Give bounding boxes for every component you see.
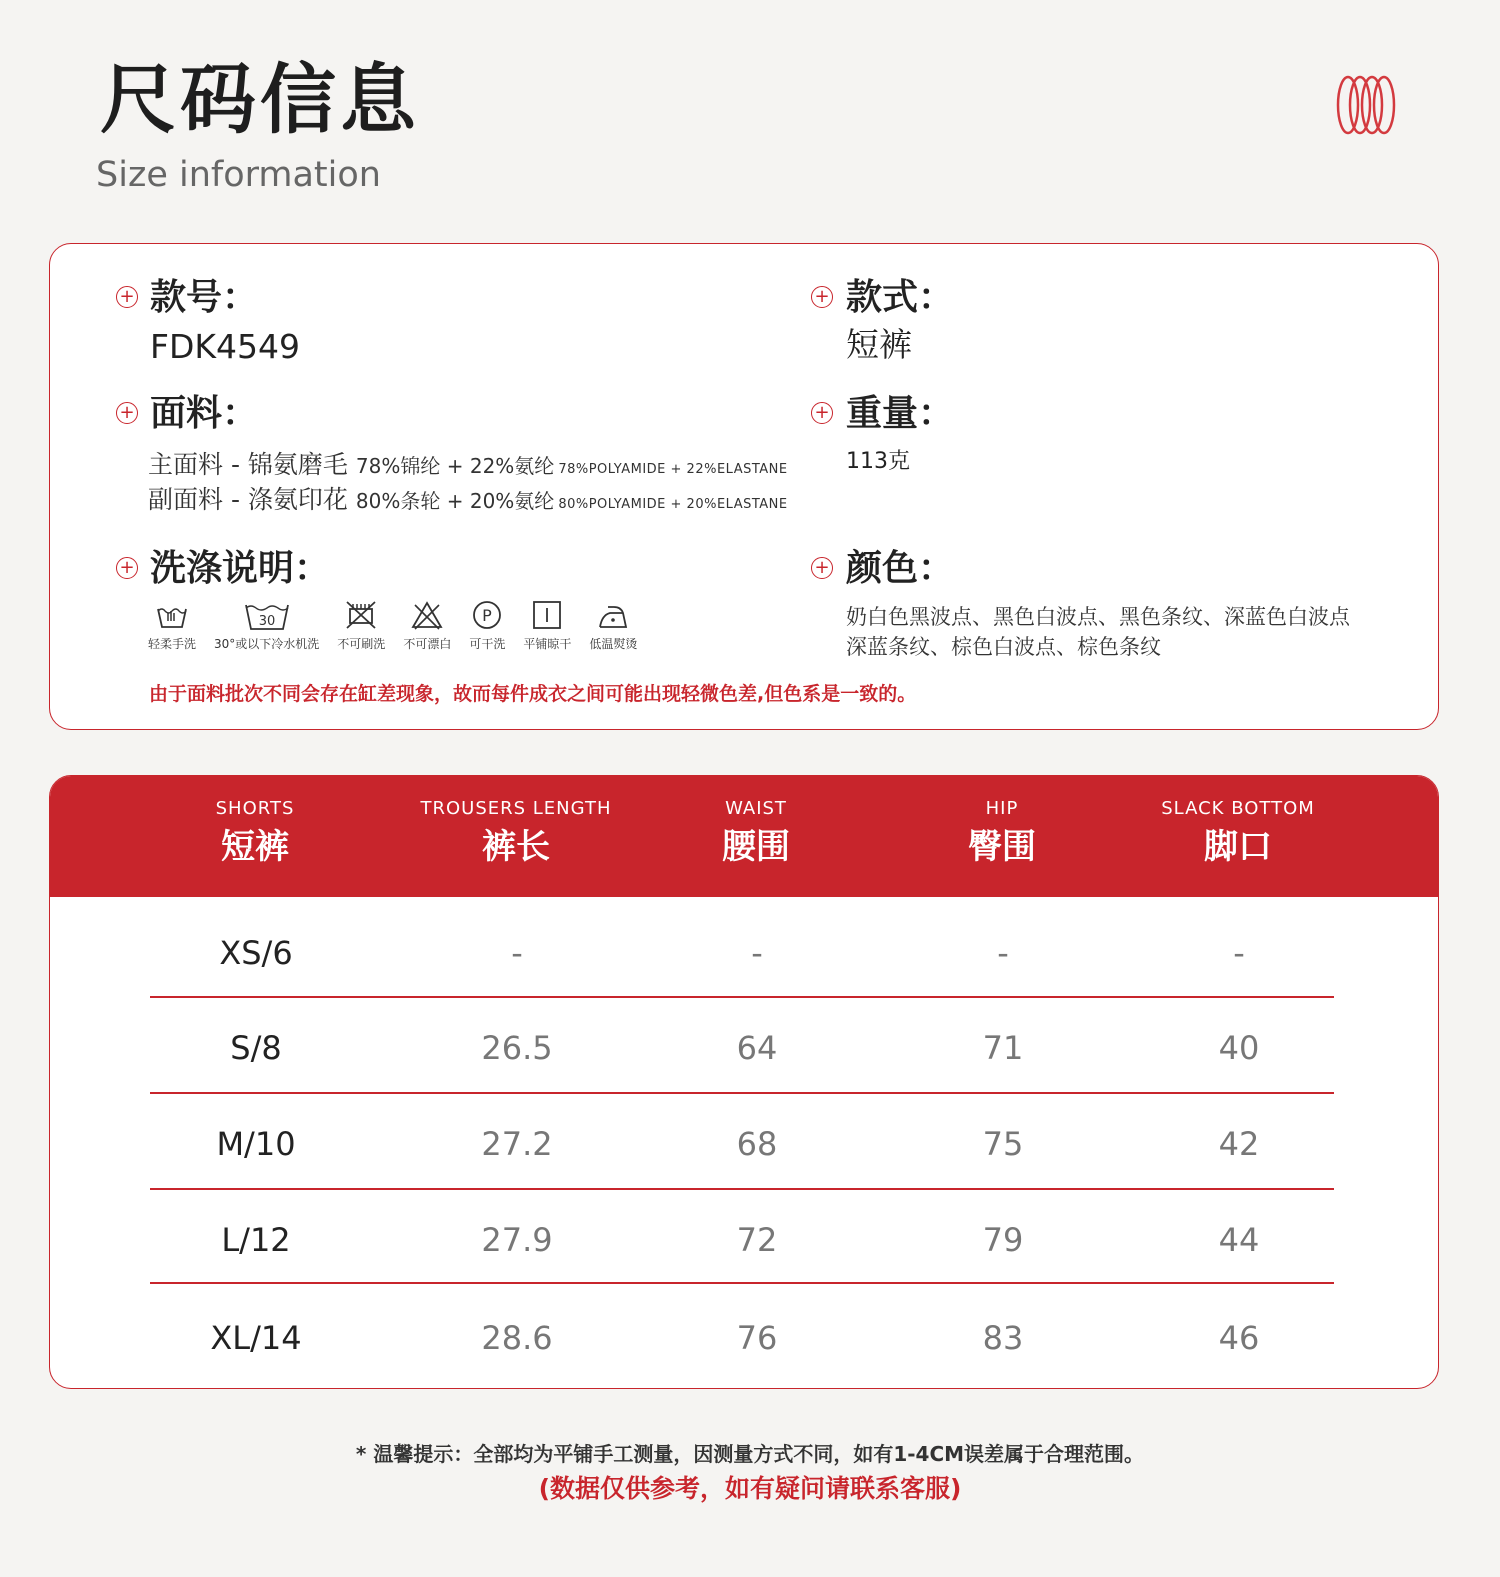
fabric-line-main [148, 452, 788, 477]
color-list-line: 奶白色黑波点、黑色白波点、黑色条纹、深蓝色白波点 [846, 605, 1350, 629]
measurement-cell: - [1233, 934, 1245, 972]
column-header-zh: 腰围 [722, 827, 790, 867]
style-no-value: FDK4549 [150, 327, 301, 366]
measurement-cell: - [751, 934, 763, 972]
size-table [49, 775, 1439, 1389]
size-label-cell: XL/14 [210, 1319, 302, 1357]
measurement-cell: 27.9 [481, 1221, 553, 1259]
column-header-en: HIP [985, 798, 1019, 819]
plus-circle-icon: + [116, 402, 138, 424]
reference-disclaimer: (数据仅供参考，如有疑问请联系客服) [538, 1474, 962, 1503]
care-icons [148, 599, 655, 652]
machine-wash-30-icon [243, 599, 291, 631]
column-header-bottom [1108, 798, 1368, 867]
measurement-cell: 68 [736, 1125, 778, 1163]
care-item-label: 不可刷洗 [337, 637, 386, 651]
fabric-secondary-eng: 80%POLYAMIDE + 20%ELASTANE [558, 497, 788, 512]
plus-circle-icon: + [116, 557, 138, 579]
size-label-cell: XS/6 [219, 934, 293, 972]
measurement-cell: 76 [736, 1319, 778, 1357]
measurement-cell: 64 [736, 1029, 778, 1067]
care-item [214, 599, 319, 652]
table-row [150, 1094, 1334, 1190]
care-label: 洗涤说明： [150, 548, 331, 589]
measurement-cell: 46 [1218, 1319, 1260, 1357]
care-item [148, 599, 196, 652]
fabric-line-secondary [148, 487, 788, 512]
column-header-shorts [125, 798, 385, 867]
page-title: 尺码信息 [100, 55, 420, 144]
column-header-en: SLACK BOTTOM [1161, 798, 1315, 819]
plus-circle-icon: + [811, 557, 833, 579]
care-item [523, 599, 571, 652]
no-bleach-icon [410, 599, 444, 631]
fabric-main-eng: 78%POLYAMIDE + 22%ELASTANE [558, 462, 788, 477]
iron-low-icon [596, 599, 630, 631]
measurement-cell: 79 [982, 1221, 1024, 1259]
weight-value: 113克 [846, 449, 910, 474]
measurement-cell: 27.2 [481, 1125, 553, 1163]
fabric-main-name: 主面料 - 锦氨磨毛 [148, 450, 348, 479]
column-header-hip [872, 798, 1132, 867]
measurement-cell: - [997, 934, 1009, 972]
column-header-en: WAIST [725, 798, 787, 819]
measurement-tip: * 温馨提示：全部均为平铺手工测量，因测量方式不同，如有1-4CM误差属于合理范围。 [355, 1442, 1145, 1466]
size-table-header [50, 776, 1438, 897]
no-brush-icon [344, 599, 378, 631]
style-value: 短裤 [846, 325, 912, 364]
measurement-cell: 75 [982, 1125, 1024, 1163]
rings-logo-icon [1336, 74, 1396, 136]
page-subtitle: Size information [96, 155, 381, 195]
table-row [150, 998, 1334, 1094]
measurement-cell: 71 [982, 1029, 1024, 1067]
dry-clean-p-icon [470, 599, 504, 631]
plus-circle-icon: + [811, 286, 833, 308]
column-header-length [386, 798, 646, 867]
fabric-secondary-pct: 80%条轮 + 20%氨纶 [355, 489, 555, 513]
measurement-cell: 40 [1218, 1029, 1260, 1067]
column-header-zh: 脚口 [1204, 827, 1272, 867]
color-list-line: 深蓝条纹、棕色白波点、棕色条纹 [846, 635, 1161, 659]
care-item-label: 可干洗 [469, 637, 506, 651]
column-header-en: SHORTS [215, 798, 295, 819]
care-item-label: 不可漂白 [403, 637, 452, 651]
weight-label: 重量： [846, 393, 955, 434]
style-no-label: 款号： [150, 277, 259, 318]
wash-temp-text: 30 [258, 614, 275, 629]
style-label: 款式： [846, 277, 955, 318]
table-row [150, 1190, 1334, 1284]
column-header-zh: 臀围 [968, 827, 1036, 867]
product-info-card [49, 243, 1439, 730]
measurement-cell: 72 [736, 1221, 778, 1259]
plus-circle-icon: + [811, 402, 833, 424]
care-item-label: 30°或以下冷水机洗 [214, 637, 320, 651]
care-item-label: 低温熨烫 [589, 637, 638, 651]
table-row [150, 1284, 1334, 1389]
column-header-en: TROUSERS LENGTH [420, 798, 612, 819]
column-header-zh: 裤长 [482, 827, 550, 867]
care-item [337, 599, 385, 652]
column-header-zh: 短裤 [221, 827, 289, 867]
hand-wash-icon [155, 599, 189, 631]
care-item [589, 599, 637, 652]
measurement-cell: 44 [1218, 1221, 1260, 1259]
measurement-cell: 26.5 [481, 1029, 553, 1067]
fabric-secondary-name: 副面料 - 涤氨印花 [148, 485, 348, 514]
size-label-cell: M/10 [216, 1125, 296, 1163]
fabric-main-pct: 78%锦纶 + 22%氨纶 [355, 454, 555, 478]
care-item-label: 平铺晾干 [523, 637, 572, 651]
measurement-cell: 42 [1218, 1125, 1260, 1163]
care-item-label: 轻柔手洗 [148, 637, 197, 651]
color-list [846, 602, 1426, 662]
size-label-cell: L/12 [221, 1221, 291, 1259]
care-item [403, 599, 451, 652]
size-label-cell: S/8 [230, 1029, 282, 1067]
dry-flat-icon [530, 599, 564, 631]
measurement-cell: - [511, 934, 523, 972]
fabric-label: 面料： [150, 393, 259, 434]
column-header-waist [626, 798, 886, 867]
care-item [469, 599, 505, 652]
plus-circle-icon: + [116, 286, 138, 308]
color-difference-warning: 由于面料批次不同会存在缸差现象，故而每件成衣之间可能出现轻微色差,但色系是一致的。 [149, 683, 917, 705]
table-row [150, 903, 1334, 998]
color-label: 颜色： [846, 548, 955, 589]
dry-clean-letter: P [482, 606, 493, 625]
measurement-cell: 28.6 [481, 1319, 553, 1357]
measurement-cell: 83 [982, 1319, 1024, 1357]
